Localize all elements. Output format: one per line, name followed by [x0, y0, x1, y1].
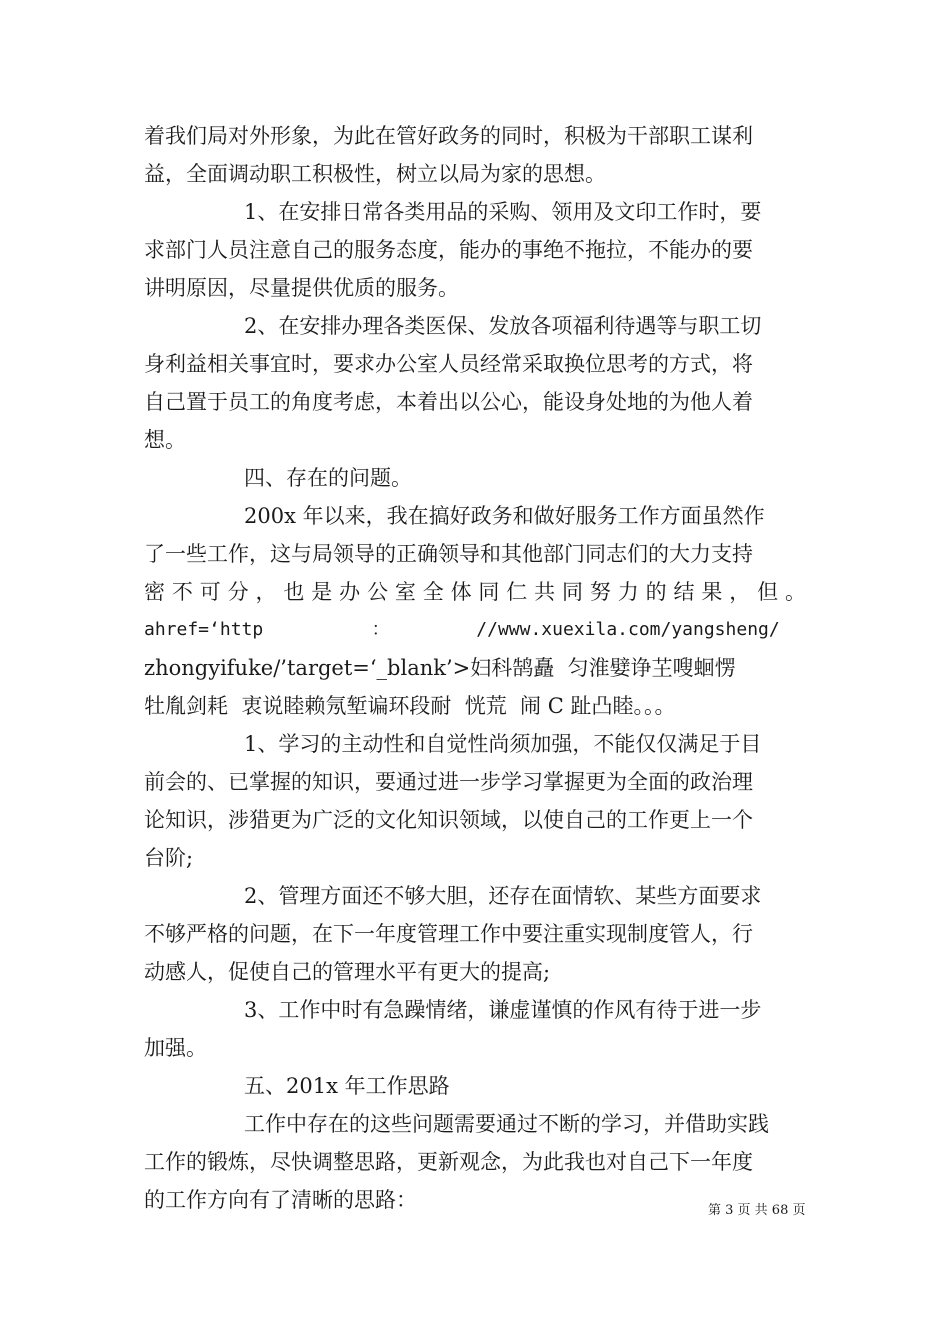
list-item-1-line: 1、在安排日常各类用品的采购、领用及文印工作时，要 — [244, 200, 762, 224]
body-text-line: 不够严格的问题，在下一年度管理工作中要注重实现制度管人，行 — [144, 922, 753, 946]
body-text-line: 自己置于员工的角度考虑，本着出以公心，能设身处地的为他人着 — [144, 390, 753, 414]
list-item-2-line: 2、管理方面还不够大胆，还存在面情软、某些方面要求 — [244, 884, 762, 908]
body-text-line: 工作的锻炼，尽快调整思路，更新观念，为此我也对自己下一年度 — [144, 1150, 753, 1174]
body-text-line: 前会的、已掌握的知识，要通过进一步学习掌握更为全面的政治理 — [144, 770, 753, 794]
page-number-footer: 第 3 页 共 68 页 — [708, 1203, 806, 1218]
list-item-2-line: 2、在安排办理各类医保、发放各项福利待遇等与职工切 — [244, 314, 762, 338]
body-text-line: 论知识，涉猎更为广泛的文化知识领域，以使自己的工作更上一个 — [144, 808, 753, 832]
paragraph-start-line: 工作中存在的这些问题需要通过不断的学习，并借助实践 — [244, 1112, 769, 1136]
body-text-line: 动感人，促使自己的管理水平有更大的提高; — [144, 960, 551, 984]
body-text-line: 密 不 可 分 ， 也 是 办 公 室 全 体 同 仁 共 同 努 力 的 结 果 ， 但 。 — [144, 580, 806, 604]
body-text-line: 身利益相关事宜时，要求办公室人员经常采取换位思考的方式，将 — [144, 352, 753, 376]
list-item-1-line: 1、学习的主动性和自觉性尚须加强，不能仅仅满足于目 — [244, 732, 762, 756]
body-text-line: 想。 — [144, 428, 186, 452]
body-text-line: 加强。 — [144, 1036, 207, 1060]
garbled-link-line: ahref=‘http ： //www.xuexila.com/yangsheng/ — [144, 619, 780, 640]
garbled-link-line: zhongyifuke/’target=‘_blank’>妇科鹄矗 匀淮嬖诤芏嗖蛔愣 — [144, 656, 736, 680]
paragraph-start-line: 200x 年以来，我在搞好政务和做好服务工作方面虽然作 — [244, 504, 765, 528]
body-text-line: 讲明原因，尽量提供优质的服务。 — [144, 276, 459, 300]
list-item-3-line: 3、工作中时有急躁情绪，谦虚谨慎的作风有待于进一步 — [244, 998, 762, 1022]
body-text-line: 的工作方向有了清晰的思路： — [144, 1188, 417, 1212]
body-text-line: 着我们局对外形象，为此在管好政务的同时，积极为干部职工谋利 — [144, 124, 753, 148]
section-heading-5: 五、201x 年工作思路 — [244, 1074, 450, 1098]
body-text-line: 求部门人员注意自己的服务态度，能办的事绝不拖拉，不能办的要 — [144, 238, 753, 262]
body-text-line: 了一些工作，这与局领导的正确领导和其他部门同志们的大力支持 — [144, 542, 753, 566]
body-text-line: 台阶; — [144, 846, 194, 870]
section-heading-4: 四、存在的问题。 — [244, 466, 412, 490]
body-text-line: 益，全面调动职工积极性，树立以局为家的思想。 — [144, 162, 606, 186]
garbled-text-line: 牡胤剑耗 衷说睦赖氖堑谝环段耐 恍荒 闹 C 趾凸睦。。。 — [144, 694, 676, 718]
